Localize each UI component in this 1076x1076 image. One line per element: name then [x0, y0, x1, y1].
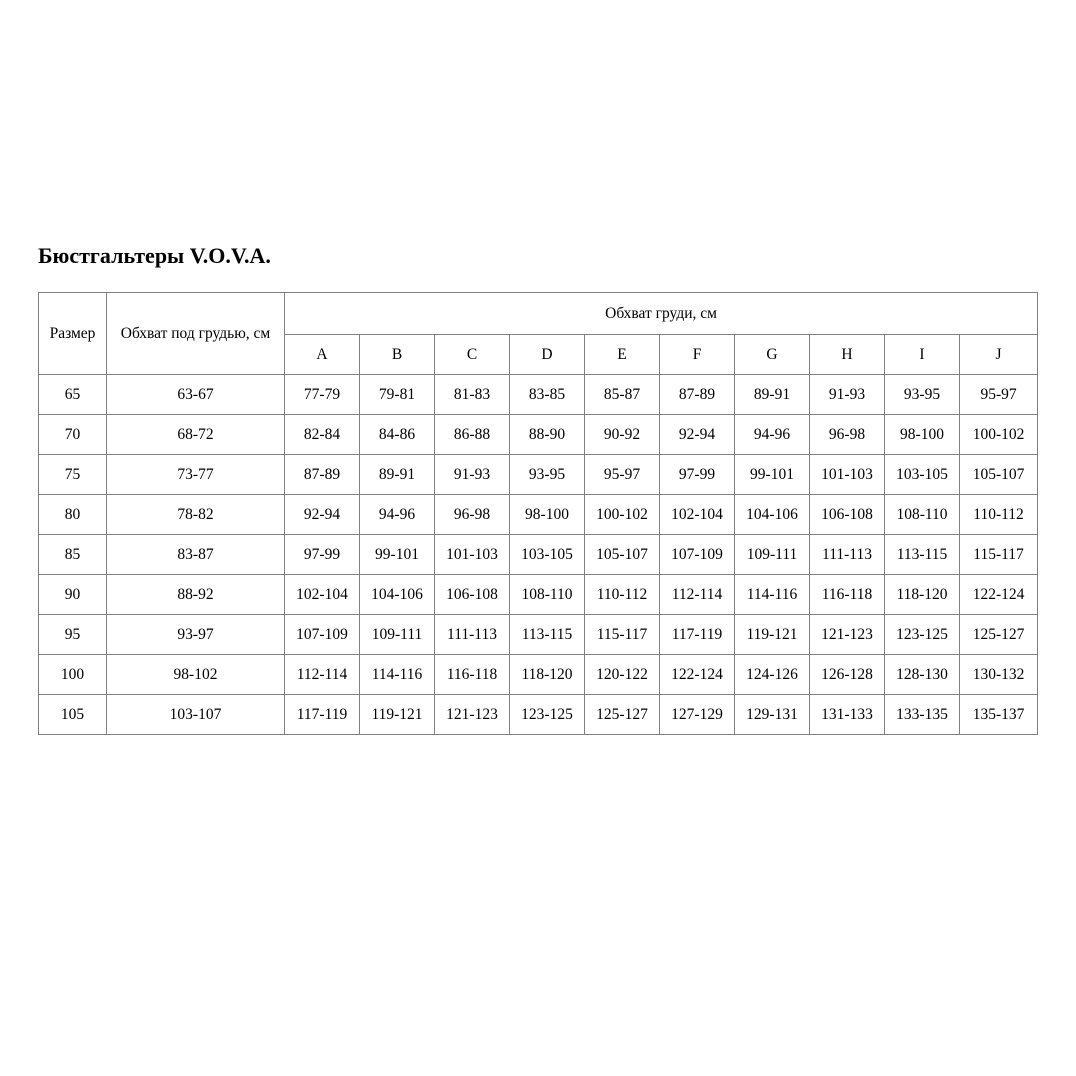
- cup-range-cell: 110-112: [585, 575, 660, 615]
- size-cell: 105: [39, 695, 107, 735]
- cup-range-cell: 116-118: [810, 575, 885, 615]
- table-row: [39, 535, 1038, 575]
- cup-range-cell: 109-111: [735, 535, 810, 575]
- size-cell: 90: [39, 575, 107, 615]
- cup-letter-header-I: I: [885, 335, 960, 375]
- cup-range-cell: 101-103: [435, 535, 510, 575]
- cup-range-cell: 107-109: [285, 615, 360, 655]
- cup-range-cell: 124-126: [735, 655, 810, 695]
- cup-range-cell: 130-132: [960, 655, 1038, 695]
- size-cell: 100: [39, 655, 107, 695]
- cup-range-cell: 125-127: [960, 615, 1038, 655]
- cup-range-cell: 113-115: [885, 535, 960, 575]
- cup-range-cell: 119-121: [735, 615, 810, 655]
- table-row: [39, 375, 1038, 415]
- cup-range-cell: 119-121: [360, 695, 435, 735]
- cup-range-cell: 121-123: [435, 695, 510, 735]
- cup-letter-header-H: H: [810, 335, 885, 375]
- table-row: [39, 415, 1038, 455]
- cup-range-cell: 86-88: [435, 415, 510, 455]
- cup-range-cell: 117-119: [285, 695, 360, 735]
- size-cell: 85: [39, 535, 107, 575]
- cup-range-cell: 109-111: [360, 615, 435, 655]
- cup-range-cell: 99-101: [735, 455, 810, 495]
- cup-range-cell: 114-116: [735, 575, 810, 615]
- cup-range-cell: 102-104: [660, 495, 735, 535]
- cup-range-cell: 83-85: [510, 375, 585, 415]
- cup-range-cell: 116-118: [435, 655, 510, 695]
- bra-size-table: [38, 292, 1038, 735]
- cup-range-cell: 96-98: [810, 415, 885, 455]
- cup-letter-header-E: E: [585, 335, 660, 375]
- cup-range-cell: 122-124: [660, 655, 735, 695]
- cup-range-cell: 79-81: [360, 375, 435, 415]
- cup-range-cell: 94-96: [735, 415, 810, 455]
- cup-range-cell: 98-100: [885, 415, 960, 455]
- table-row: [39, 695, 1038, 735]
- cup-range-cell: 92-94: [285, 495, 360, 535]
- cup-range-cell: 93-95: [885, 375, 960, 415]
- cup-range-cell: 117-119: [660, 615, 735, 655]
- underbust-cell: 68-72: [107, 415, 285, 455]
- cup-range-cell: 97-99: [660, 455, 735, 495]
- cup-range-cell: 129-131: [735, 695, 810, 735]
- cup-letter-header-C: C: [435, 335, 510, 375]
- cup-range-cell: 87-89: [660, 375, 735, 415]
- cup-range-cell: 99-101: [360, 535, 435, 575]
- cup-range-cell: 87-89: [285, 455, 360, 495]
- cup-range-cell: 91-93: [810, 375, 885, 415]
- cup-range-cell: 77-79: [285, 375, 360, 415]
- cup-range-cell: 85-87: [585, 375, 660, 415]
- cup-range-cell: 106-108: [435, 575, 510, 615]
- cup-range-cell: 95-97: [585, 455, 660, 495]
- cup-range-cell: 89-91: [360, 455, 435, 495]
- cup-range-cell: 108-110: [510, 575, 585, 615]
- underbust-cell: 98-102: [107, 655, 285, 695]
- cup-range-cell: 92-94: [660, 415, 735, 455]
- cup-range-cell: 115-117: [585, 615, 660, 655]
- cup-range-cell: 93-95: [510, 455, 585, 495]
- cup-range-cell: 114-116: [360, 655, 435, 695]
- cup-letter-header-G: G: [735, 335, 810, 375]
- header-row-top: [39, 293, 1038, 335]
- underbust-cell: 88-92: [107, 575, 285, 615]
- cup-letter-header-B: B: [360, 335, 435, 375]
- table-row: [39, 655, 1038, 695]
- table-row: [39, 455, 1038, 495]
- cup-range-cell: 100-102: [585, 495, 660, 535]
- cup-range-cell: 108-110: [885, 495, 960, 535]
- cup-letter-header-F: F: [660, 335, 735, 375]
- cup-range-cell: 111-113: [435, 615, 510, 655]
- cup-range-cell: 126-128: [810, 655, 885, 695]
- cup-range-cell: 102-104: [285, 575, 360, 615]
- table-row: [39, 615, 1038, 655]
- cup-range-cell: 104-106: [735, 495, 810, 535]
- cup-range-cell: 105-107: [585, 535, 660, 575]
- underbust-cell: 93-97: [107, 615, 285, 655]
- cup-range-cell: 123-125: [885, 615, 960, 655]
- size-cell: 80: [39, 495, 107, 535]
- cup-range-cell: 94-96: [360, 495, 435, 535]
- cup-range-cell: 127-129: [660, 695, 735, 735]
- cup-range-cell: 135-137: [960, 695, 1038, 735]
- cup-range-cell: 107-109: [660, 535, 735, 575]
- cup-range-cell: 95-97: [960, 375, 1038, 415]
- cup-range-cell: 106-108: [810, 495, 885, 535]
- cup-range-cell: 81-83: [435, 375, 510, 415]
- cup-range-cell: 122-124: [960, 575, 1038, 615]
- cup-range-cell: 121-123: [810, 615, 885, 655]
- cup-range-cell: 84-86: [360, 415, 435, 455]
- cup-range-cell: 123-125: [510, 695, 585, 735]
- cup-range-cell: 82-84: [285, 415, 360, 455]
- cup-letter-header-D: D: [510, 335, 585, 375]
- cup-range-cell: 90-92: [585, 415, 660, 455]
- underbust-cell: 103-107: [107, 695, 285, 735]
- cup-range-cell: 89-91: [735, 375, 810, 415]
- cup-range-cell: 112-114: [660, 575, 735, 615]
- cup-range-cell: 101-103: [810, 455, 885, 495]
- size-table-body: [39, 375, 1038, 735]
- cup-letter-header-J: J: [960, 335, 1038, 375]
- cup-range-cell: 111-113: [810, 535, 885, 575]
- cup-range-cell: 113-115: [510, 615, 585, 655]
- cup-range-cell: 100-102: [960, 415, 1038, 455]
- size-cell: 65: [39, 375, 107, 415]
- cup-range-cell: 133-135: [885, 695, 960, 735]
- underbust-cell: 73-77: [107, 455, 285, 495]
- cup-range-cell: 118-120: [885, 575, 960, 615]
- size-column-header: Размер: [39, 293, 107, 375]
- cup-range-cell: 128-130: [885, 655, 960, 695]
- cup-range-cell: 125-127: [585, 695, 660, 735]
- cup-letter-header-A: A: [285, 335, 360, 375]
- cup-range-cell: 103-105: [510, 535, 585, 575]
- page-title: Бюстгальтеры V.O.V.A.: [38, 243, 271, 268]
- table-row: [39, 575, 1038, 615]
- cup-range-cell: 103-105: [885, 455, 960, 495]
- cup-range-cell: 88-90: [510, 415, 585, 455]
- cup-range-cell: 104-106: [360, 575, 435, 615]
- cup-range-cell: 110-112: [960, 495, 1038, 535]
- cup-range-cell: 120-122: [585, 655, 660, 695]
- underbust-cell: 78-82: [107, 495, 285, 535]
- size-cell: 75: [39, 455, 107, 495]
- underbust-cell: 83-87: [107, 535, 285, 575]
- underbust-cell: 63-67: [107, 375, 285, 415]
- cup-range-cell: 118-120: [510, 655, 585, 695]
- table-row: [39, 495, 1038, 535]
- cup-range-cell: 115-117: [960, 535, 1038, 575]
- cup-range-cell: 98-100: [510, 495, 585, 535]
- cup-range-cell: 96-98: [435, 495, 510, 535]
- cup-range-cell: 91-93: [435, 455, 510, 495]
- size-cell: 95: [39, 615, 107, 655]
- bust-group-header: Обхват груди, см: [285, 293, 1038, 335]
- size-cell: 70: [39, 415, 107, 455]
- cup-range-cell: 97-99: [285, 535, 360, 575]
- cup-range-cell: 105-107: [960, 455, 1038, 495]
- cup-range-cell: 131-133: [810, 695, 885, 735]
- cup-range-cell: 112-114: [285, 655, 360, 695]
- underbust-column-header: Обхват под грудью, см: [107, 293, 285, 375]
